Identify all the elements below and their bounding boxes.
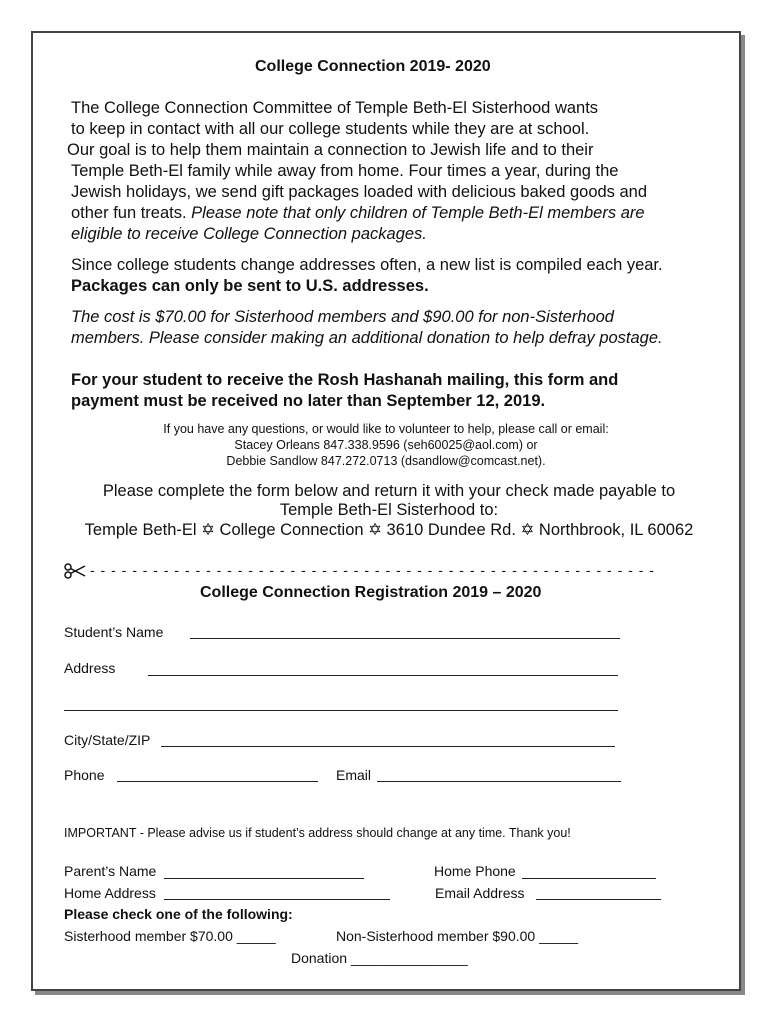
parent-name-label: Parent’s Name [64,863,157,879]
city-state-zip-label: City/State/ZIP [64,732,151,748]
email-field[interactable] [377,781,621,782]
scissors-icon [64,563,86,584]
return-line-2: Temple Beth-El Sisterhood to: [279,501,499,519]
deadline-line-1: For your student to receive the Rosh Hashanah mailing, this form and [71,371,619,389]
home-address-label: Home Address [64,885,156,901]
addresses-line-2: Packages can only be sent to U.S. addresses. [71,277,429,295]
sisterhood-option[interactable]: Sisterhood member $70.00 _____ [64,928,276,944]
important-note: IMPORTANT - Please advise us if student’s address should change at any time. Thank you! [64,826,571,840]
return-address: Temple Beth-El ✡ College Connection ✡ 3610 Dundee Rd. ✡ Northbrook, IL 60062 [84,521,694,539]
donation-field[interactable]: Donation _______________ [291,950,468,966]
intro-line-6-plain: other fun treats. [71,204,192,222]
deadline-line-2: payment must be received no later than September 12, 2019. [71,392,546,410]
page-title: College Connection 2019- 2020 [255,58,491,75]
addresses-line-1: Since college students change addresses often, a new list is compiled each year. [71,256,663,274]
intro-line-6 [71,203,645,224]
email-address-field[interactable] [536,899,661,900]
address-field-line-2[interactable] [64,710,618,711]
contact-line-1: If you have any questions, or would like to volunteer to help, please call or email: [163,422,609,436]
home-address-field[interactable] [164,899,390,900]
intro-line-4: Temple Beth-El family while away from home. Four times a year, during the [71,162,619,180]
intro-line-5: Jewish holidays, we send gift packages loaded with delicious baked goods and [71,183,648,201]
cost-line-1: The cost is $70.00 for Sisterhood members and $90.00 for non-Sisterhood [71,308,614,326]
contact-line-2: Stacey Orleans 847.338.9596 (seh60025@aol.com) or [234,438,538,452]
city-state-zip-field[interactable] [161,746,615,747]
home-phone-label: Home Phone [434,863,516,879]
phone-label: Phone [64,767,105,783]
non-sisterhood-option[interactable]: Non-Sisterhood member $90.00 _____ [336,928,579,944]
intro-line-7: eligible to receive College Connection packages. [71,225,427,243]
address-field[interactable] [148,675,618,676]
email-label: Email [336,767,372,783]
phone-field[interactable] [117,781,318,782]
email-address-label: Email Address [435,885,525,901]
student-name-label: Student’s Name [64,624,164,640]
members-note: Please note that only children of Temple Beth-El members are [191,204,645,222]
student-name-field[interactable] [190,638,620,639]
intro-line-1: The College Connection Committee of Temple Beth-El Sisterhood wants [71,99,599,117]
contact-line-3: Debbie Sandlow 847.272.0713 (dsandlow@comcast.net). [226,454,546,468]
home-phone-field[interactable] [522,878,656,879]
parent-name-field[interactable] [164,878,364,879]
address-label: Address [64,660,116,676]
registration-title: College Connection Registration 2019 – 2020 [200,584,542,601]
intro-line-2: to keep in contact with all our college students while they are at school. [71,120,590,138]
check-one-label: Please check one of the following: [64,906,293,922]
cut-dashes: - - - - - - - - - - - - - - - - - - - - - - - - - - - - - - - - - - - - - - - - - - - - - - - - - - - - - - [90,562,655,578]
return-line-1: Please complete the form below and return it with your check made payable to [102,482,676,500]
cost-line-2: members. Please consider making an additional donation to help defray postage. [71,329,663,347]
intro-line-3: Our goal is to help them maintain a connection to Jewish life and to their [67,141,594,159]
